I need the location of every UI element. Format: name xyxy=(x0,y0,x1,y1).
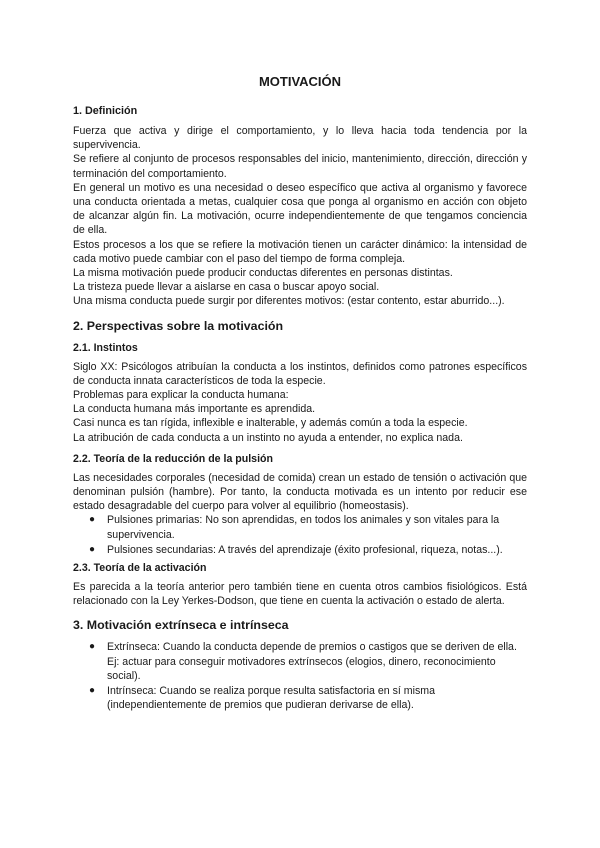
paragraph: Las necesidades corporales (necesidad de comida) crean un estado de tensión o activación que denominan pulsión (hambre). Por tanto, la conducta motivada es un intento por reducir ese estado desagradable del cuerpo para volver al equilibrio (homeostasis). xyxy=(73,471,527,513)
list-item-text: Pulsiones secundarias: A través del aprendizaje (éxito profesional, riqueza, notas...). xyxy=(107,543,503,556)
paragraph: Estos procesos a los que se refiere la motivación tienen un carácter dinámico: la intensidad de cada motivo puede cambiar con el paso del tiempo de forma compleja. xyxy=(73,238,527,265)
paragraph: Casi nunca es tan rígida, inflexible e inalterable, y además común a toda la especie. xyxy=(73,417,468,430)
subsection-heading: 2.1. Instintos xyxy=(73,341,138,354)
paragraph: Es parecida a la teoría anterior pero también tiene en cuenta otros cambios fisiológicos. Está relacionado con la Ley Yerkes-Dodson, que tiene en cuenta la activación o estado de alerta. xyxy=(73,581,527,608)
bullet-list xyxy=(73,640,527,712)
subsection-heading: 2.3. Teoría de la activación xyxy=(73,562,207,575)
bullet-icon: ● xyxy=(89,514,96,526)
paragraph: La atribución de cada conducta a un instinto no ayuda a entender, no explica nada. xyxy=(73,431,463,444)
paragraph: La conducta humana más importante es aprendida. xyxy=(73,403,316,416)
bullet-icon: ● xyxy=(89,685,96,697)
list-item xyxy=(89,513,527,541)
list-item-text: Extrínseca: Cuando la conducta depende de premios o castigos que se deriven de ella. Ej: actuar para conseguir motivadores extrínsecos (elogios, dinero, reconocimiento social). xyxy=(107,641,517,682)
document-title: MOTIVACIÓN xyxy=(258,74,342,89)
list-item xyxy=(89,684,527,712)
section-definicion xyxy=(73,104,527,309)
section-heading: 3. Motivación extrínseca e intrínseca xyxy=(73,618,289,633)
paragraph: La misma motivación puede producir conductas diferentes en personas distintas. xyxy=(73,267,453,280)
paragraph: Fuerza que activa y dirige el comportamiento, y lo lleva hacia toda tendencia por la supervivencia. xyxy=(73,125,527,152)
paragraph: Se refiere al conjunto de procesos responsables del inicio, mantenimiento, dirección, dirección y terminación del comportamiento. xyxy=(73,153,527,180)
paragraph: Problemas para explicar la conducta humana: xyxy=(73,389,289,402)
list-item-text: Pulsiones primarias: No son aprendidas, en todos los animales y son vitales para la supervivencia. xyxy=(107,514,500,541)
bullet-icon: ● xyxy=(89,641,96,653)
list-item xyxy=(89,543,527,557)
list-item xyxy=(89,640,527,683)
section-heading: 2. Perspectivas sobre la motivación xyxy=(73,318,284,333)
paragraph: Siglo XX: Psicólogos atribuían la conducta a los instintos, definidos como patrones específicos de conducta innata característicos de toda la especie. xyxy=(73,360,527,387)
section-perspectivas xyxy=(73,319,527,609)
paragraph: Una misma conducta puede surgir por diferentes motivos: (estar contento, estar aburrido...). xyxy=(73,295,505,308)
section-extrinseca-intrinseca xyxy=(73,618,527,712)
paragraph: La tristeza puede llevar a aislarse en casa o buscar apoyo social. xyxy=(73,281,380,294)
list-item-text: Intrínseca: Cuando se realiza porque resulta satisfactoria en sí misma (independientemente de premios que pudieran derivarse de ella). xyxy=(107,685,435,712)
paragraph: En general un motivo es una necesidad o deseo específico que activa al organismo y favorece una conducta orientada a metas, cualquier cosa que ponga al organismo en acción con objeto de alcanzar algún fin. La motivación, ocurre independientemente de que tengamos conciencia de ella. xyxy=(73,181,527,237)
bullet-list xyxy=(73,513,527,557)
section-heading: 1. Definición xyxy=(73,105,138,117)
subsection-heading: 2.2. Teoría de la reducción de la pulsión xyxy=(73,452,273,465)
bullet-icon: ● xyxy=(89,543,96,555)
